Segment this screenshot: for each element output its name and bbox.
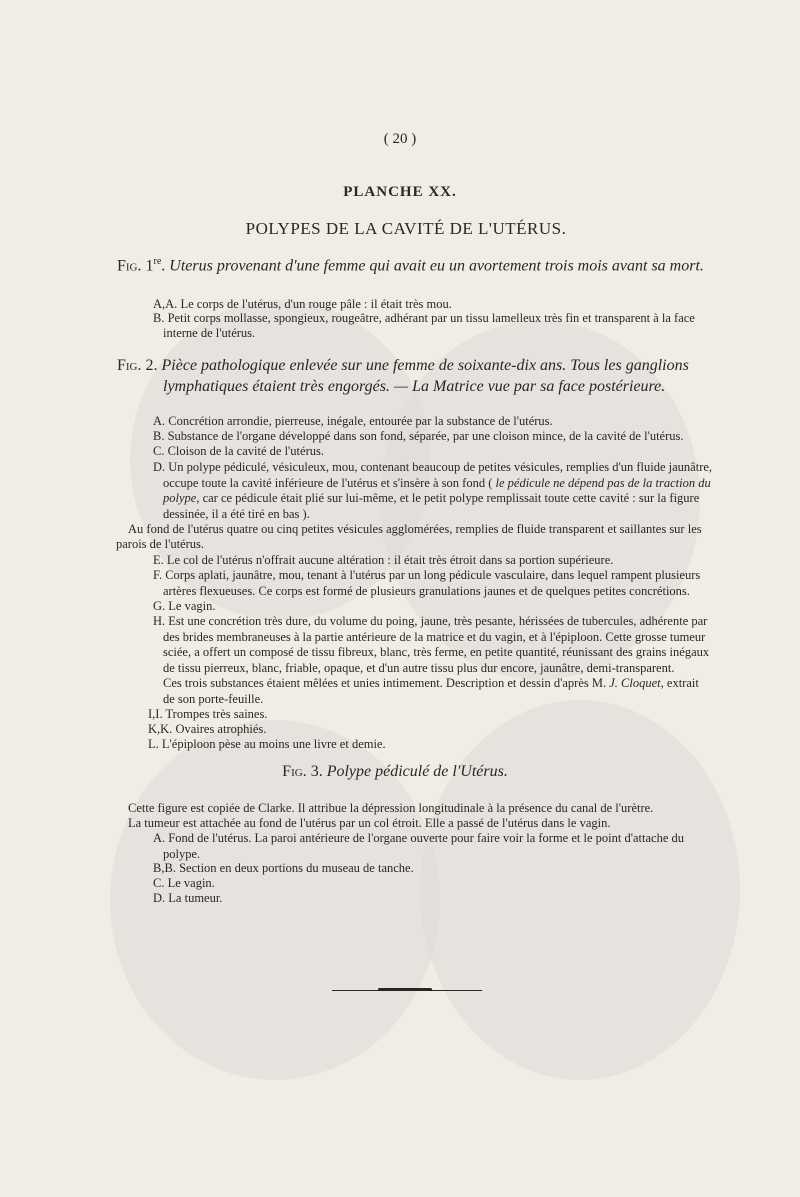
plate-subtitle: POLYPES DE LA CAVITÉ DE L'UTÉRUS. [245, 219, 567, 238]
fig2-item-b: B. Substance de l'organe développé dans son fond, séparée, par une cloison mince, de la cavité de l'utérus. [153, 429, 684, 443]
fig1-heading: Fig. 1re. Uterus provenant d'une femme qui avait eu un avortement trois mois avant sa mort. [117, 256, 704, 275]
fig3-item-c: C. Le vagin. [153, 876, 215, 890]
fig2-paragraph-cont: parois de l'utérus. [116, 537, 204, 551]
fig2-item-k: K,K. Ovaires atrophiés. [148, 722, 267, 736]
fig2-item-d: D. Un polype pédiculé, vésiculeux, mou, contenant beaucoup de petites vésicules, remplies d'un fluide jaunâtre, occupe toute la cavité inférieure de l'utérus et s'insère à son fond ( le pédicule ne dépend pas de la traction du polype, car ce pédicule était plié sur lui-même, et le petit polype remplissait toute cette cavité : sur la figure dessinée, il a été tiré en bas ). [153, 460, 713, 521]
fig2-title-line2: lymphatiques étaient très engorgés. — La Matrice vue par sa face postérieure. [163, 378, 666, 395]
fig2-item-a: A. Concrétion arrondie, pierreuse, inégale, entourée par la substance de l'utérus. [153, 414, 553, 428]
fig-number: 2. [145, 357, 158, 374]
fig2-item-f: F. Corps aplati, jaunâtre, mou, tenant à l'utérus par un long pédicule vasculaire, dans lequel rampent plusieurs artères flexueuses. Ce corps est formé de plusieurs granulations jaunes et de quelques petites concrétions. [153, 568, 701, 598]
fig-label: Fig. [282, 763, 307, 780]
fig3-item-b: B,B. Section en deux portions du museau de tanche. [153, 861, 414, 875]
fig3-paragraph-2: La tumeur est attachée au fond de l'utérus par un col étroit. Elle a passé de l'utérus dans le vagin. [128, 816, 611, 830]
fig3-heading [0, 763, 790, 781]
fig-number: 1 [145, 257, 154, 275]
fig2-item-h: H. Est une concrétion très dure, du volume du poing, jaune, très pesante, hérissées de tubercules, adhérente par des brides membraneuses à la partie antérieure de la matrice et du vagin, et à l'épiploon. Cette grosse tumeur sciée, a offert un composé de tissu fibreux, blanc, très ferme, en petite quantité, réunissant des grains inégaux de tissu pierreux, blanc, friable, opaque, et d'un autre tissu plus dur encore, jaunâtre, demi-transparent. Ces trois substances étaient mêlées et unies intimement. Description et dessin d'après M. J. Cloquet, extrait de son porte-feuille. [153, 614, 710, 706]
fig2-item-l: L. L'épiploon pèse au moins une livre et demie. [148, 737, 386, 751]
fig1-item-b-cont: interne de l'utérus. [163, 326, 256, 340]
fig1-title: Uterus provenant d'une femme qui avait eu un avortement trois mois avant sa mort. [169, 257, 704, 275]
fig2-item-g: G. Le vagin. [153, 599, 216, 613]
fig3-paragraph-1: Cette figure est copiée de Clarke. Il attribue la dépression longitudinale à la présence du canal de l'urètre. [128, 801, 654, 815]
fig2-item-i: I,I. Trompes très saines. [148, 707, 268, 721]
fig3-item-d: D. La tumeur. [153, 891, 223, 905]
fig3-title: Polype pédiculé de l'Utérus. [326, 763, 508, 780]
fig3-item-a: A. Fond de l'utérus. La paroi antérieure de l'organe ouverte pour faire voir la forme et le point d'attache du polype. [153, 831, 684, 861]
fig-label: Fig. [117, 357, 142, 374]
fig1-item-a: A,A. Le corps de l'utérus, d'un rouge pâle : il était très mou. [153, 297, 452, 311]
fig-number-sup: re [153, 256, 162, 267]
fig2-heading [117, 355, 757, 397]
fig-label: Fig. [117, 257, 142, 275]
fig2-paragraph: Au fond de l'utérus quatre ou cinq petites vésicules agglomérées, remplies de fluide transparent et saillantes sur les [128, 522, 702, 536]
fig-number: 3. [310, 763, 323, 780]
fig2-item-e: E. Le col de l'utérus n'offrait aucune altération : il était très étroit dans sa portion supérieure. [153, 553, 614, 567]
fig1-item-b: B. Petit corps mollasse, spongieux, rougeâtre, adhérant par un tissu lamelleux très fin et transparent à la face [153, 311, 695, 325]
page-number: ( 20 ) [383, 131, 417, 147]
fig2-title-line1: Pièce pathologique enlevée sur une femme de soixante-dix ans. Tous les ganglions [161, 357, 689, 374]
plate-title: PLANCHE XX. [343, 184, 457, 200]
end-rule-ornament [378, 988, 432, 991]
fig2-item-c: C. Cloison de la cavité de l'utérus. [153, 444, 324, 458]
